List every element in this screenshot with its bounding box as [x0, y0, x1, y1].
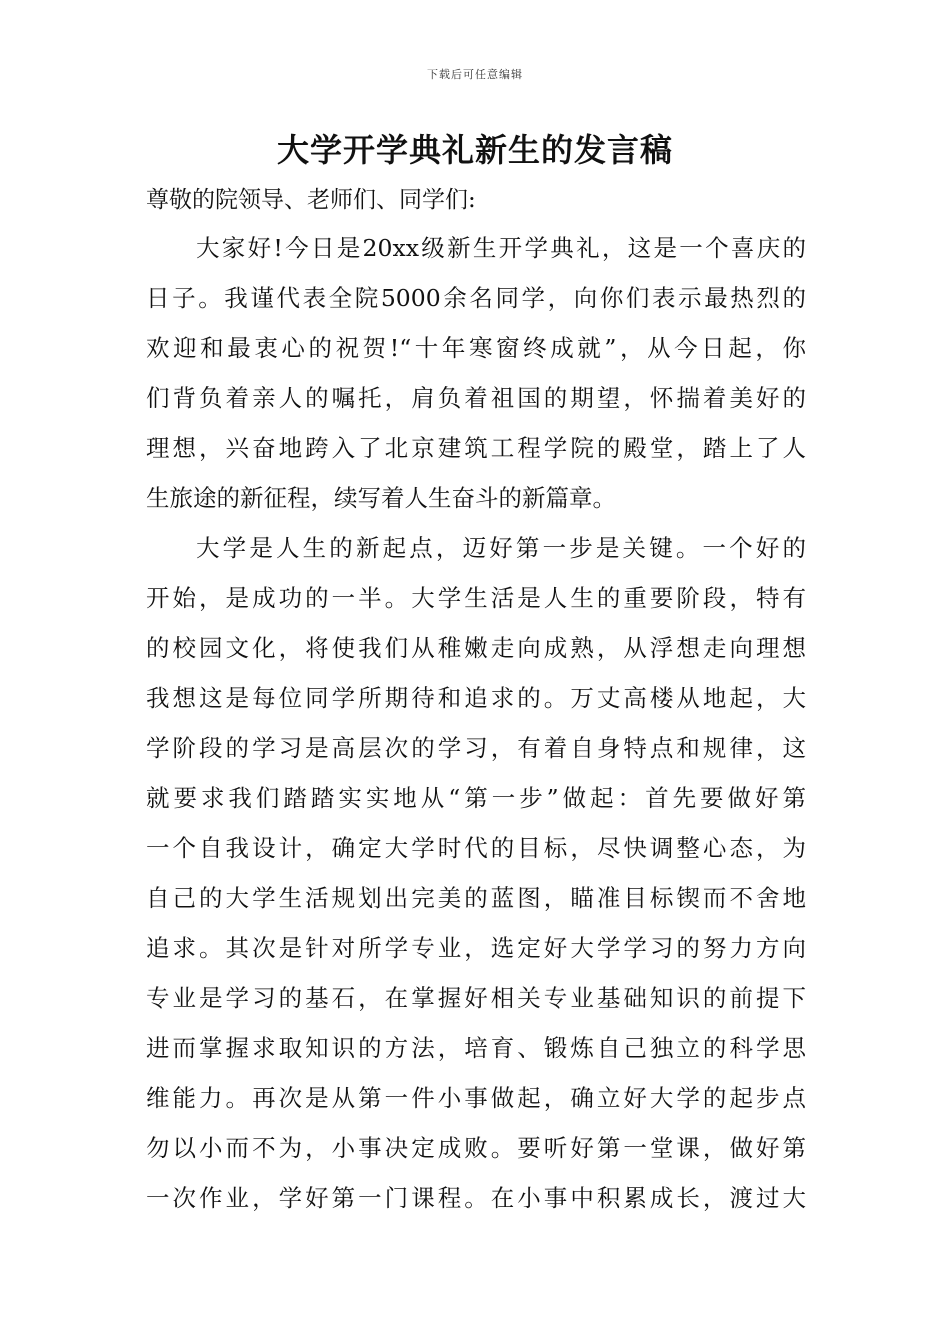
paragraph-line: 勿以小而不为，小事决定成败。要听好第一堂课，做好第 — [146, 1134, 806, 1162]
paragraph-line: 专业是学习的基石，在掌握好相关专业基础知识的前提下 — [146, 984, 806, 1012]
paragraph-line: 自己的大学生活规划出完美的蓝图，瞄准目标锲而不舍地 — [146, 884, 806, 912]
document-title: 大学开学典礼新生的发言稿 — [276, 131, 673, 169]
page-header-note: 下载后可任意编辑 — [427, 68, 523, 81]
paragraph-line: 我想这是每位同学所期待和追求的。万丈高楼从地起，大 — [146, 684, 806, 712]
paragraph-line: 就要求我们踏踏实实地从“第一步”做起：首先要做好第 — [146, 784, 806, 812]
paragraph-line: 维能力。再次是从第一件小事做起，确立好大学的起步点 — [146, 1084, 806, 1112]
paragraph-line: 开始，是成功的一半。大学生活是人生的重要阶段，特有 — [146, 584, 806, 612]
paragraph-line: 学阶段的学习是高层次的学习，有着自身特点和规律，这 — [146, 734, 806, 762]
paragraph-line: 的校园文化，将使我们从稚嫩走向成熟，从浮想走向理想 — [146, 634, 806, 662]
paragraph-line: 们背负着亲人的嘱托，肩负着祖国的期望，怀揣着美好的 — [146, 384, 806, 412]
paragraph-line: 大学是人生的新起点，迈好第一步是关键。一个好的 — [196, 534, 806, 562]
paragraph-line: 理想，兴奋地跨入了北京建筑工程学院的殿堂，踏上了人 — [146, 434, 806, 462]
paragraph-line: 追求。其次是针对所学专业，选定好大学学习的努力方向 — [146, 934, 806, 962]
paragraph-line: 一次作业，学好第一门课程。在小事中积累成长，渡过大 — [146, 1184, 806, 1212]
paragraph-line: 一个自我设计，确定大学时代的目标，尽快调整心态，为 — [146, 834, 806, 862]
paragraph-line: 生旅途的新征程，续写着人生奋斗的新篇章。 — [146, 484, 616, 512]
paragraph-line: 欢迎和最衷心的祝贺!“十年寒窗终成就”，从今日起，你 — [146, 334, 806, 362]
salutation: 尊敬的院领导、老师们、同学们: — [146, 187, 476, 213]
paragraph-line: 大家好!今日是20xx级新生开学典礼，这是一个喜庆的 — [196, 234, 806, 262]
paragraph-line: 日子。我谨代表全院5000余名同学，向你们表示最热烈的 — [146, 284, 806, 312]
paragraph-line: 进而掌握求取知识的方法，培育、锻炼自己独立的科学思 — [146, 1034, 806, 1062]
